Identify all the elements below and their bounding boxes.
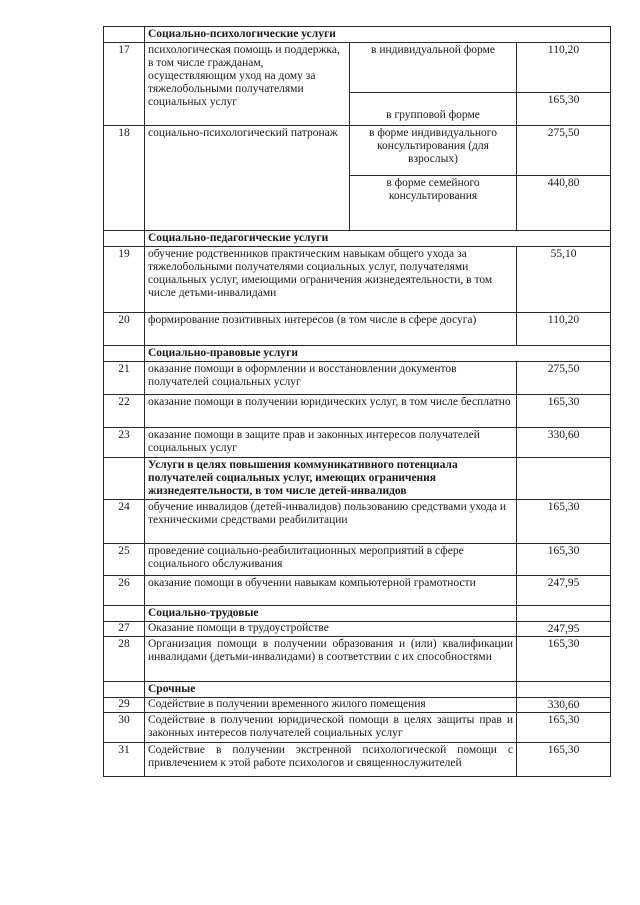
row-number: 21 (104, 362, 145, 395)
service-price: 55,10 (517, 247, 611, 313)
table-row (104, 313, 611, 346)
row-number-cell (104, 346, 145, 362)
service-price: 165,30 (517, 713, 611, 743)
row-number: 19 (104, 247, 145, 313)
row-number: 31 (104, 743, 145, 777)
service-price: 330,60 (517, 698, 611, 713)
service-form: в форме семейного консультирования (350, 176, 517, 231)
table-row (104, 544, 611, 576)
service-name: психологическая помощь и поддержка, в том числе гражданам, осуществляющим уход на дому за тяжелобольными получателями социальных услуг (145, 43, 350, 126)
row-number: 29 (104, 698, 145, 713)
row-number-cell (104, 231, 145, 247)
table-row (104, 713, 611, 743)
section-row (104, 606, 611, 622)
section-row (104, 682, 611, 698)
table-row (104, 428, 611, 458)
row-number: 28 (104, 637, 145, 682)
section-title: Социально-трудовые (145, 606, 517, 622)
row-number: 25 (104, 544, 145, 576)
table-row (104, 622, 611, 637)
service-price: 165,30 (517, 395, 611, 428)
service-name: Содействие в получении юридической помощи в целях защиты прав и законных интересов получателей социальных услуг (145, 713, 517, 743)
row-number-cell (104, 682, 145, 698)
table-row (104, 743, 611, 777)
row-number: 17 (104, 43, 145, 126)
service-price: 275,50 (517, 362, 611, 395)
service-price: 165,30 (517, 93, 611, 126)
section-title: Услуги в целях повышения коммуникативного потенциала получателей социальных услуг, имеющих ограничения жизнедеятельности, в том числе детей-инвалидов (145, 458, 517, 500)
service-name: оказание помощи в оформлении и восстановлении документов получателей социальных услуг (145, 362, 517, 395)
service-name: обучение инвалидов (детей-инвалидов) пользованию средствами ухода и техническими средствами реабилитации (145, 500, 517, 544)
table-row (104, 362, 611, 395)
service-form: в индивидуальной форме (350, 43, 517, 93)
service-name: социально-психологический патронаж (145, 126, 350, 231)
row-number: 26 (104, 576, 145, 606)
service-name: Содействие в получении временного жилого помещения (145, 698, 517, 713)
service-price: 247,95 (517, 576, 611, 606)
row-number-cell (104, 606, 145, 622)
table-row (104, 395, 611, 428)
table-row (104, 500, 611, 544)
service-name: оказание помощи в обучении навыкам компьютерной грамотности (145, 576, 517, 606)
service-name: оказание помощи в защите прав и законных интересов получателей социальных услуг (145, 428, 517, 458)
service-form: в групповой форме (350, 93, 517, 126)
service-price: 165,30 (517, 637, 611, 682)
service-name: проведение социально-реабилитационных мероприятий в сфере социального обслуживания (145, 544, 517, 576)
section-row (104, 27, 611, 43)
table-row (104, 576, 611, 606)
service-price: 165,30 (517, 544, 611, 576)
row-number: 24 (104, 500, 145, 544)
price-cell (517, 682, 611, 698)
table-row (104, 247, 611, 313)
row-number: 27 (104, 622, 145, 637)
service-price: 110,20 (517, 313, 611, 346)
row-number: 20 (104, 313, 145, 346)
service-price: 440,80 (517, 176, 611, 231)
table-row (104, 637, 611, 682)
row-number: 22 (104, 395, 145, 428)
row-number: 18 (104, 126, 145, 231)
service-price: 110,20 (517, 43, 611, 93)
section-title: Социально-педагогические услуги (145, 231, 611, 247)
section-row (104, 231, 611, 247)
row-number: 23 (104, 428, 145, 458)
service-price: 165,30 (517, 500, 611, 544)
services-tariff-table (103, 26, 611, 777)
section-row (104, 346, 611, 362)
service-name: оказание помощи в получении юридических услуг, в том числе бесплатно (145, 395, 517, 428)
service-name: Оказание помощи в трудоустройстве (145, 622, 517, 637)
section-title: Социально-психологические услуги (145, 27, 611, 43)
service-price: 165,30 (517, 743, 611, 777)
table-row (104, 43, 611, 93)
service-name: Организация помощи в получении образования и (или) квалификации инвалидами (детьми-инвалидами) в соответствии с их способностями (145, 637, 517, 682)
service-price: 247,95 (517, 622, 611, 637)
table-row (104, 126, 611, 176)
row-number-cell (104, 458, 145, 500)
service-name: Содействие в получении экстренной психологической помощи с привлечением к этой работе психологов и священнослужителей (145, 743, 517, 777)
section-title: Срочные (145, 682, 517, 698)
row-number: 30 (104, 713, 145, 743)
service-price: 330,60 (517, 428, 611, 458)
service-price: 275,50 (517, 126, 611, 176)
service-form: в форме индивидуального консультирования (для взрослых) (350, 126, 517, 176)
price-cell (517, 606, 611, 622)
section-title: Социально-правовые услуги (145, 346, 611, 362)
service-name: обучение родственников практическим навыкам общего ухода за тяжелобольными получателями социальных услуг, получателями социальных услуг, имеющими ограничения жизнедеятельности, в том числе детьми-инвалидами (145, 247, 517, 313)
service-name: формирование позитивных интересов (в том числе в сфере досуга) (145, 313, 517, 346)
section-row (104, 458, 611, 500)
table-row (104, 698, 611, 713)
price-cell (517, 458, 611, 500)
row-number-cell (104, 27, 145, 43)
